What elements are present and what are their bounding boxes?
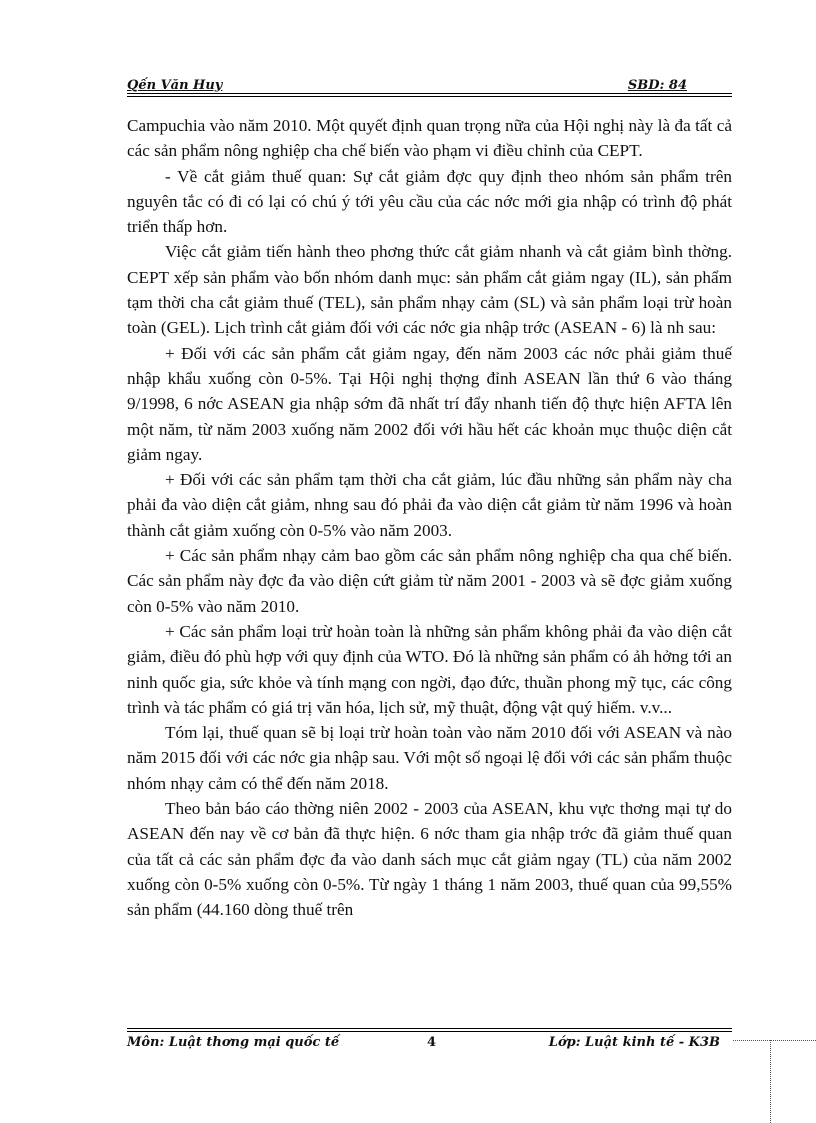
footer-rule-thin [127,1031,732,1032]
page-header [127,78,732,96]
paragraph: + Các sản phẩm nhạy cảm bao gồm các sản phẩm nông nghiệp cha qua chế biến. Các sản phẩm này đợc đa vào diện cứt giảm từ năm 2001 - 2003 và sẽ đợc giảm xuống còn 0-5% vào năm 2010. [127,546,732,616]
document-body [127,113,732,923]
footer-class: Lớp: Luật kinh tế - K3B [548,1035,720,1050]
header-sbd: SBD: 84 [627,78,687,93]
paragraph: Theo bản báo cáo thờng niên 2002 - 2003 của ASEAN, khu vực thơng mại tự do ASEAN đến nay về cơ bản đã thực hiện. 6 nớc tham gia nhập trớc đã giảm thuế quan của tất cả các sản phẩm đợc đa vào danh sách mục cắt giảm ngay (TL) của năm 2002 xuống còn 0-5% xuống còn 0-5%. Từ ngày 1 tháng 1 năm 2003, thuế quan của 99,55% sản phẩm (44.160 dòng thuế trên [127,799,732,920]
crop-mark-horizontal [733,1040,816,1041]
footer-rule-thick [127,1028,732,1029]
paragraph: + Đối với các sản phẩm tạm thời cha cắt giảm, lúc đầu những sản phẩm này cha phải đa vào diện cắt giảm, nhng sau đó phải đa vào diện cắt giảm từ năm 1996 và hoàn thành cắt giảm xuống còn 0-5% vào năm 2003. [127,470,732,540]
paragraph: Campuchia vào năm 2010. Một quyết định quan trọng nữa của Hội nghị này là đa tất cả các sản phẩm nông nghiệp cha chế biến vào phạm vi điều chỉnh của CEPT. [127,116,732,161]
page-number: 4 [427,1035,437,1050]
paragraph: Việc cắt giảm tiến hành theo phơng thức cắt giảm nhanh và cắt giảm bình thờng. CEPT xếp sản phẩm vào bốn nhóm danh mục: sản phẩm cắt giảm ngay (IL), sản phẩm tạm thời cha cắt giảm thuế (TEL), sản phẩm nhạy cảm (SL) và sản phẩm loại trừ hoàn toàn (GEL). Lịch trình cắt giảm đối với các nớc gia nhập trớc (ASEAN - 6) là nh sau: [127,242,732,338]
paragraph: Tóm lại, thuế quan sẽ bị loại trừ hoàn toàn vào năm 2010 đối với ASEAN và nào năm 2015 đối với các nớc gia nhập sau. Với một số ngoại lệ đối với các sản phẩm thuộc nhóm nhạy cảm có thể đến năm 2018. [127,723,733,793]
header-author: Qến Văn Huy [127,78,223,93]
header-rule-thin [127,93,732,94]
paragraph: + Các sản phẩm loại trừ hoàn toàn là những sản phẩm không phải đa vào diện cắt giảm, điều đó phù hợp với quy định của WTO. Đó là những sản phẩm có ảh hởng tới an ninh quốc gia, sức khỏe và tính mạng con ngời, đạo đức, thuần phong mỹ tục, các công trình và tác phẩm có giá trị văn hóa, lịch sử, mỹ thuật, động vật quý hiếm. v.v... [127,621,732,717]
header-rule-thick [127,96,732,97]
page-footer [127,1028,732,1058]
crop-mark-vertical [770,1040,771,1123]
footer-subject: Môn: Luật thơng mại quốc tế [127,1035,340,1050]
paragraph: + Đối với các sản phẩm cắt giảm ngay, đến năm 2003 các nớc phải giảm thuế nhập khẩu xuống còn 0-5%. Tại Hội nghị thợng đỉnh ASEAN lần thứ 6 vào tháng 9/1998, 6 nớc ASEAN gia nhập sớm đã nhất trí đẩy nhanh tiến độ thực hiện AFTA lên một năm, từ năm 2003 xuống năm 2002 đối với hầu hết các khoản mục thuộc diện cắt giảm ngay. [127,343,732,464]
paragraph: - Về cắt giảm thuế quan: Sự cắt giảm đợc quy định theo nhóm sản phẩm trên nguyên tắc có đi có lại có chú ý tới yêu cầu của các nớc mới gia nhập có trình độ phát triển thấp hơn. [127,166,732,237]
